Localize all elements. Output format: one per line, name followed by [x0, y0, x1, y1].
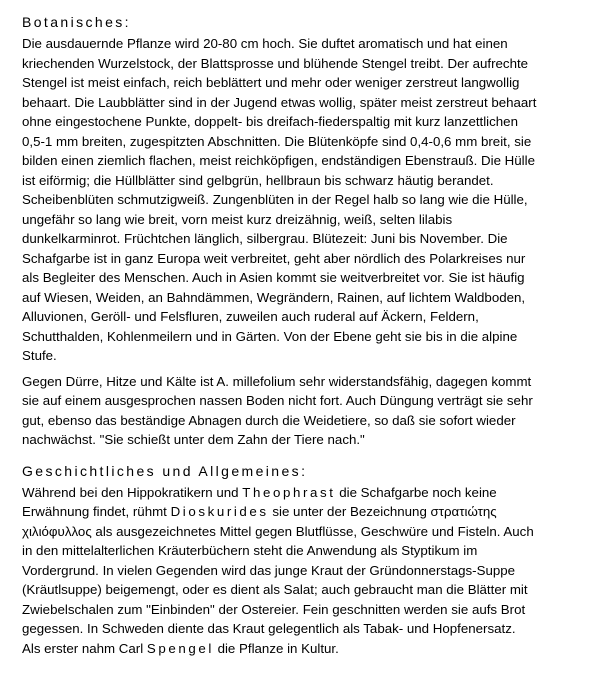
text-line: Gegen Dürre, Hitze und Kälte ist A. millefolium sehr widerstandsfähig, dagegen kommt — [22, 373, 532, 389]
text-fragment: die Schafgarbe noch keine — [335, 484, 497, 500]
text-line: Alluvionen, Geröll- und Felsfluren, zuweilen auch ruderal auf Äckern, Feldern, — [22, 309, 479, 324]
text-line: dunkelkarminrot. Früchtchen länglich, silbergrau. Blütezeit: Juni bis November. Die — [22, 231, 508, 246]
text-line — [22, 502, 570, 522]
person-name-spengel: Spengel — [146, 640, 214, 656]
text-line: Schafgarbe ist in ganz Europa weit verbreitet, geht aber nördlich des Polarkreises nur — [22, 250, 526, 266]
text-line: ist eiförmig; die Hüllblätter sind gelbgrün, hellbraun bis schwarz häutig berandet. — [22, 172, 494, 188]
text-line: Vordergrund. In vielen Gegenden wird das junge Kraut der Gründonnerstags-Suppe — [22, 562, 516, 578]
text-line: Schutthalden, Kohlenmeilern und in Gärten. Von der Ebene geht sie bis in die alpine — [22, 328, 518, 344]
botanisches-paragraph-1 — [22, 34, 570, 366]
text-line: gut, ebenso das beständige Abnagen durch die Weidetiere, so daß sie sofort wieder — [22, 412, 516, 428]
text-line: ohne eingestochene Punkte, doppelt- bis dreifach-fiederspaltig mit kurz lanzettlichen — [22, 114, 518, 129]
text-fragment: Als erster nahm Carl — [22, 640, 147, 656]
text-line: behaart. Die Laubblätter sind in der Jugend etwas wollig, später meist zerstreut behaart — [22, 94, 537, 110]
text-line: kriechenden Wurzelstock, der Blattsprosse und blühende Stengel treibt. Der aufrechte — [22, 55, 529, 71]
text-line: gegessen. In Schweden diente das Kraut gelegentlich als Tabak- und Hopfenersatz. — [22, 621, 516, 636]
geschichtliches-paragraph — [22, 483, 570, 659]
text-line — [22, 483, 570, 503]
text-fragment: Erwähnung findet, rühmt — [22, 504, 171, 519]
article — [22, 0, 570, 658]
botanisches-paragraph-2 — [22, 372, 570, 450]
text-line: sie auf einem ausgesprochen nassen Boden nicht fort. Auch Düngung verträgt sie sehr — [22, 393, 533, 408]
section-heading-botanisches: Botanisches: — [22, 14, 131, 30]
person-name-theophrast: Theophrast — [242, 484, 336, 500]
text-line: (Kräutlsuppe) beigemengt, oder es dient als Salat; auch gebraucht man die Blätter mit — [22, 582, 528, 597]
text-line: χιλιόφυλλος als ausgezeichnetes Mittel gegen Blutflüsse, Geschwüre und Fisteln. Auch — [22, 523, 534, 539]
text-fragment: sie unter der Bezeichnung στρατιώτης — [268, 504, 497, 519]
text-line: Die ausdauernde Pflanze wird 20-80 cm hoch. Sie duftet aromatisch und hat einen — [22, 36, 508, 51]
text-line: auf Wiesen, Weiden, an Bahndämmen, Wegrändern, Rainen, auf lichtem Waldboden, — [22, 289, 526, 305]
text-fragment: Während bei den Hippokratikern und — [22, 484, 243, 500]
text-line: bilden einen ziemlich flachen, meist reichköpfigen, endständigen Ebenstrauß. Die Hülle — [22, 153, 535, 168]
section-heading-geschichtliches: Geschichtliches und Allgemeines: — [22, 462, 308, 479]
text-line: Stufe. — [22, 348, 57, 363]
text-line: 0,5-1 mm breiten, zugespitzten Abschnitten. Die Blütenköpfe sind 0,4-0,6 mm breit, sie — [22, 133, 532, 149]
text-line: Zwiebelschalen zum "Einbinden" der Ostereier. Fein geschnitten werden sie aufs Brot — [22, 601, 526, 617]
text-fragment: die Pflanze in Kultur. — [213, 640, 339, 656]
text-line: Stengel ist meist einfach, reich beblättert und mehr oder weniger zerstreut langwollig — [22, 75, 520, 90]
text-line: in den mittelalterlichen Kräuterbüchern steht die Anwendung als Styptikum im — [22, 543, 478, 558]
person-name-dioskurides: Dioskurides — [170, 504, 269, 519]
text-line: ungefähr so lang wie breit, vorn meist kurz dreizähnig, weiß, selten lilabis — [22, 211, 453, 227]
text-line: Scheibenblüten schmutzigweiß. Zungenblüten in der Regel halb so lang wie die Hülle, — [22, 192, 528, 207]
text-line: als Begleiter des Menschen. Auch in Asien kommt sie weitverbreitet vor. Sie ist häufig — [22, 270, 525, 285]
text-line: nachwächst. "Sie schießt unter dem Zahn der Tiere nach." — [22, 432, 365, 447]
text-line — [22, 639, 570, 659]
